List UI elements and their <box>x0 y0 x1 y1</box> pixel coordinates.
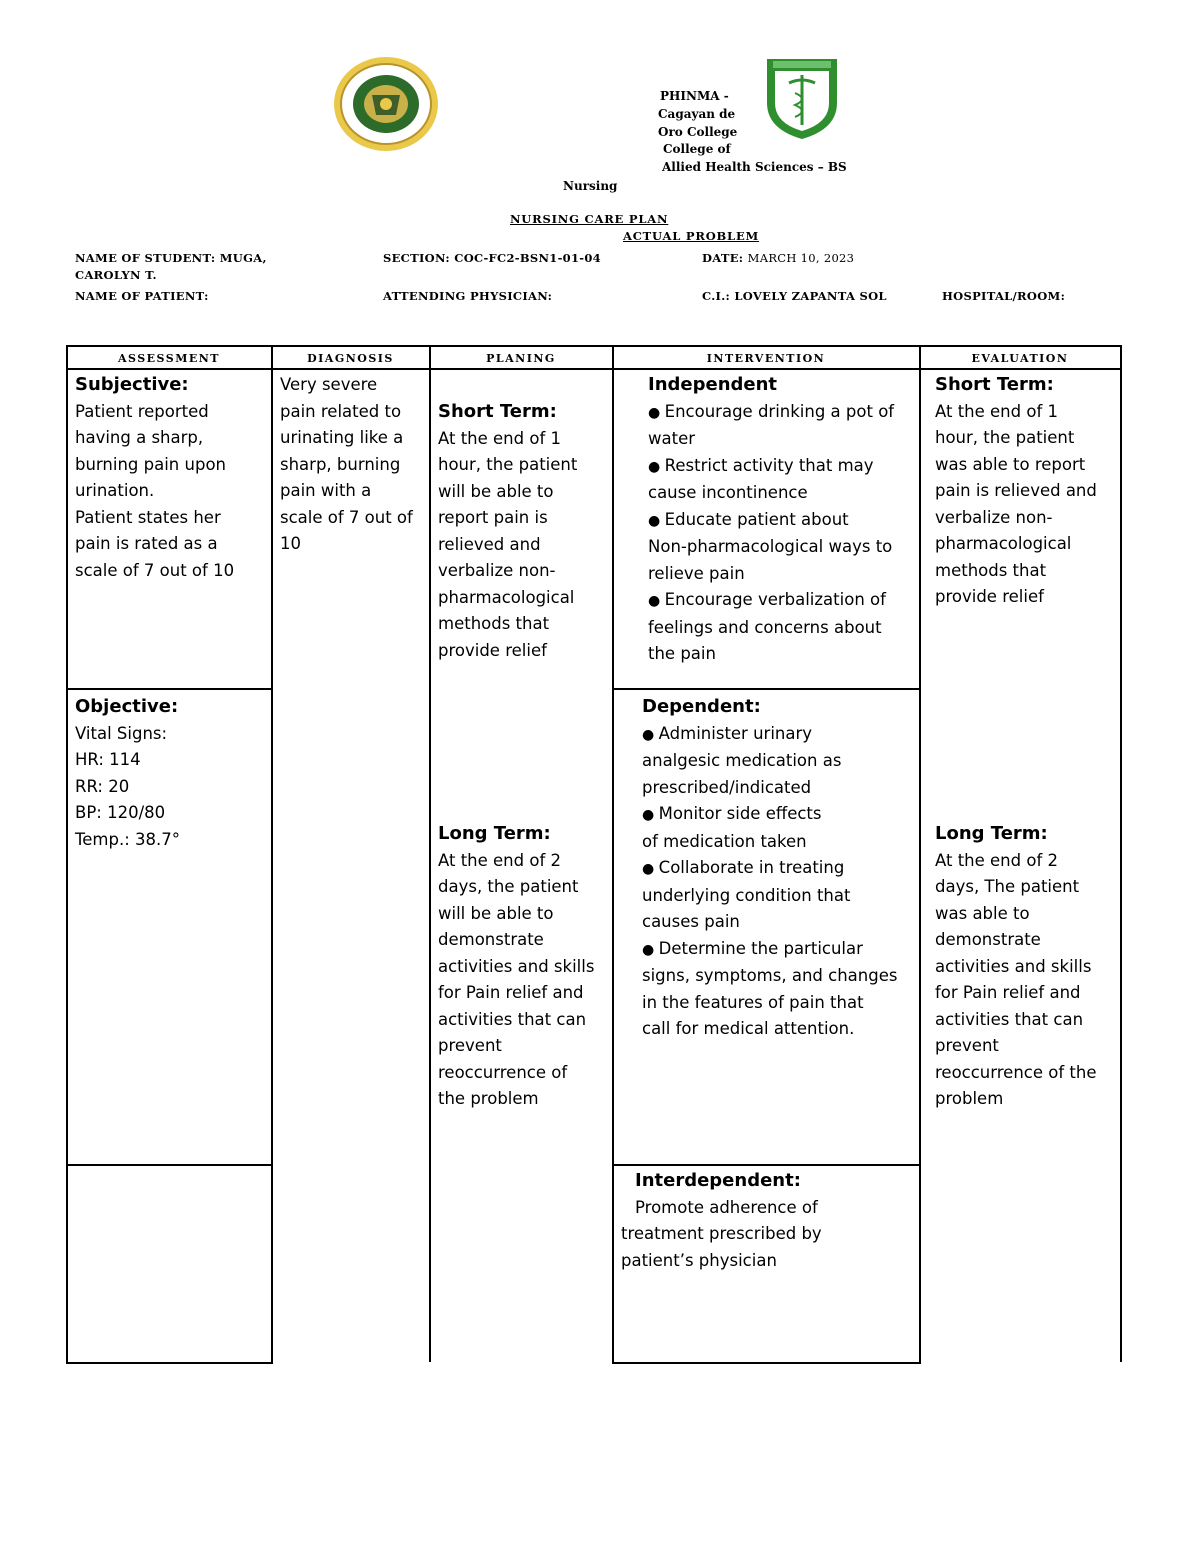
intervention-independent <box>648 372 894 668</box>
table-border-right <box>1120 345 1122 1362</box>
list-item: activities and skills <box>935 956 1092 976</box>
list-item: cause incontinence <box>648 483 808 502</box>
independent-title: Independent <box>648 374 778 395</box>
list-item: will be able to <box>438 903 554 923</box>
list-item: ● Encourage drinking a pot of <box>648 399 894 427</box>
student-name-cont: CAROLYN T. <box>75 268 157 282</box>
list-item: At the end of 1 <box>935 401 1059 421</box>
list-item: the pain <box>648 644 716 663</box>
school-name-line-1: PHINMA - <box>660 89 729 103</box>
list-item: days, The patient <box>935 877 1080 896</box>
list-item: report pain is <box>438 508 548 527</box>
list-item: treatment prescribed by <box>621 1224 822 1243</box>
list-item: pain is relieved and <box>935 481 1097 500</box>
student-name: NAME OF STUDENT: MUGA, <box>75 251 267 265</box>
diagnosis-cell <box>280 372 413 558</box>
list-item: relieved and <box>438 534 541 554</box>
list-item: Non-pharmacological ways to <box>648 537 893 556</box>
list-item: urination. <box>75 481 155 500</box>
list-item: hour, the patient <box>935 428 1075 447</box>
list-item: Promote adherence of <box>635 1197 818 1217</box>
evaluation-long-term <box>935 821 1097 1113</box>
list-item: activities and skills <box>438 956 595 976</box>
assessment-objective <box>75 694 180 853</box>
header-planning: PLANING <box>486 352 556 365</box>
planning-long-term <box>438 821 594 1113</box>
list-item: days, the patient <box>438 877 579 896</box>
evaluation-long-title: Long Term: <box>935 823 1048 844</box>
list-item: water <box>648 429 696 448</box>
list-item: prevent <box>935 1036 999 1055</box>
list-item: methods that <box>935 560 1047 580</box>
col-divider-2 <box>429 345 431 1362</box>
interdependent-title: Interdependent: <box>635 1170 801 1191</box>
school-name-line-2: Cagayan de <box>658 107 736 121</box>
college-seal-logo <box>332 55 440 153</box>
list-item: Vital Signs: <box>75 723 168 743</box>
list-item: provide relief <box>438 640 547 660</box>
header-intervention: INTERVENTION <box>706 352 826 365</box>
dependent-title: Dependent: <box>642 696 761 717</box>
list-item: ● Encourage verbalization of <box>648 587 894 615</box>
list-item: activities that can <box>438 1009 587 1029</box>
section-field: SECTION: COC-FC2-BSN1-01-04 <box>383 251 601 265</box>
list-item: problem <box>935 1089 1004 1108</box>
list-item: RR: 20 <box>75 776 130 796</box>
list-item: of medication taken <box>642 831 807 851</box>
list-item: Patient reported <box>75 401 209 421</box>
list-item: ● Collaborate in treating <box>642 855 897 883</box>
intervention-dependent <box>642 694 897 1043</box>
table-border-left <box>66 345 68 1364</box>
list-item: reoccurrence of <box>438 1062 568 1082</box>
list-item: ● Monitor side effects <box>642 801 897 829</box>
school-name-line-4: College of <box>663 142 731 156</box>
list-item: relieve pain <box>648 563 745 583</box>
list-item: ● Educate patient about <box>648 507 894 535</box>
school-name-nursing: Nursing <box>563 179 618 193</box>
list-item: scale of 7 out of 10 <box>75 560 235 580</box>
list-item: urinating like a <box>280 428 404 447</box>
list-item: pharmacological <box>935 534 1072 553</box>
list-item: sharp, burning <box>280 454 401 474</box>
ci-field: C.I.: LOVELY ZAPANTA SOL <box>702 289 887 303</box>
list-item: At the end of 1 <box>438 428 562 448</box>
list-item: for Pain relief and <box>438 983 584 1002</box>
list-item: underlying condition that <box>642 885 851 905</box>
header-assessment: ASSESSMENT <box>117 352 220 365</box>
list-item: was able to report <box>935 454 1086 474</box>
list-item: prevent <box>438 1036 502 1055</box>
list-item: hour, the patient <box>438 455 578 474</box>
list-item: provide relief <box>935 587 1044 606</box>
subjective-title: Subjective: <box>75 374 189 395</box>
list-item: ● Administer urinary <box>642 721 897 749</box>
evaluation-short-term <box>935 372 1097 611</box>
list-item: pain is rated as a <box>75 534 218 553</box>
list-item: burning pain upon <box>75 454 226 474</box>
list-item: methods that <box>438 614 550 633</box>
intervention-bottom <box>612 1362 920 1364</box>
list-item: verbalize non- <box>935 507 1053 527</box>
list-item: for Pain relief and <box>935 983 1081 1002</box>
hospital-room-field: HOSPITAL/ROOM: <box>942 289 1066 303</box>
list-item: signs, symptoms, and changes <box>642 966 898 985</box>
list-item: ● Determine the particular <box>642 936 897 964</box>
list-item: activities that can <box>935 1009 1084 1029</box>
intervention-interdependent <box>621 1168 822 1274</box>
list-item: having a sharp, <box>75 428 204 447</box>
list-item: BP: 120/80 <box>75 803 166 822</box>
list-item: demonstrate <box>438 930 544 949</box>
evaluation-short-title: Short Term: <box>935 374 1054 395</box>
list-item: pain with a <box>280 481 372 500</box>
list-item: prescribed/indicated <box>642 777 812 797</box>
list-item: call for medical attention. <box>642 1019 855 1038</box>
intervention-row-rule-1 <box>612 688 920 690</box>
list-item: ● Restrict activity that may <box>648 453 894 481</box>
allied-health-crest-logo <box>765 57 839 141</box>
list-item: scale of 7 out of <box>280 507 413 527</box>
list-item: the problem <box>438 1089 539 1108</box>
planning-short-title: Short Term: <box>438 401 557 422</box>
list-item: causes pain <box>642 912 740 931</box>
assessment-subjective <box>75 372 234 584</box>
header-evaluation: EVALUATION <box>971 352 1069 365</box>
list-item: At the end of 2 <box>438 850 562 870</box>
list-item: pharmacological <box>438 587 575 607</box>
assessment-row-rule-2 <box>66 1164 272 1166</box>
page-subtitle: ACTUAL PROBLEM <box>623 229 760 243</box>
list-item: feelings and concerns about <box>648 617 882 637</box>
list-item: Temp.: 38.7° <box>75 829 181 849</box>
school-name-line-3: Oro College <box>658 125 738 139</box>
list-item: analgesic medication as <box>642 751 842 770</box>
list-item: will be able to <box>438 481 554 501</box>
table-border-top <box>66 345 1121 347</box>
objective-title: Objective: <box>75 696 179 717</box>
list-item: in the features of pain that <box>642 992 864 1012</box>
patient-name-field: NAME OF PATIENT: <box>75 289 209 303</box>
col-divider-3 <box>612 345 614 1364</box>
list-item: HR: 114 <box>75 750 141 769</box>
list-item: demonstrate <box>935 930 1041 949</box>
intervention-row-rule-2 <box>612 1164 920 1166</box>
list-item: patient’s physician <box>621 1250 777 1270</box>
date-field: DATE: MARCH 10, 2023 <box>702 251 855 265</box>
col-divider-1 <box>271 345 273 1364</box>
list-item: reoccurrence of the <box>935 1062 1097 1082</box>
page-title: NURSING CARE PLAN <box>510 212 669 226</box>
header-diagnosis: DIAGNOSIS <box>307 352 394 365</box>
assessment-bottom <box>66 1362 272 1364</box>
school-name-line-5: Allied Health Sciences – BS <box>662 160 847 174</box>
assessment-row-rule-1 <box>66 688 272 690</box>
list-item: Patient states her <box>75 507 221 527</box>
list-item: 10 <box>280 534 301 553</box>
list-item: was able to <box>935 903 1030 923</box>
planning-short-term <box>438 399 577 664</box>
col-divider-4 <box>919 345 921 1364</box>
list-item: pain related to <box>280 401 402 421</box>
table-header-rule <box>66 368 1121 370</box>
list-item: verbalize non- <box>438 561 556 580</box>
physician-field: ATTENDING PHYSICIAN: <box>383 289 553 303</box>
planning-long-title: Long Term: <box>438 823 551 844</box>
list-item: At the end of 2 <box>935 850 1059 870</box>
list-item: Very severe <box>280 375 378 394</box>
